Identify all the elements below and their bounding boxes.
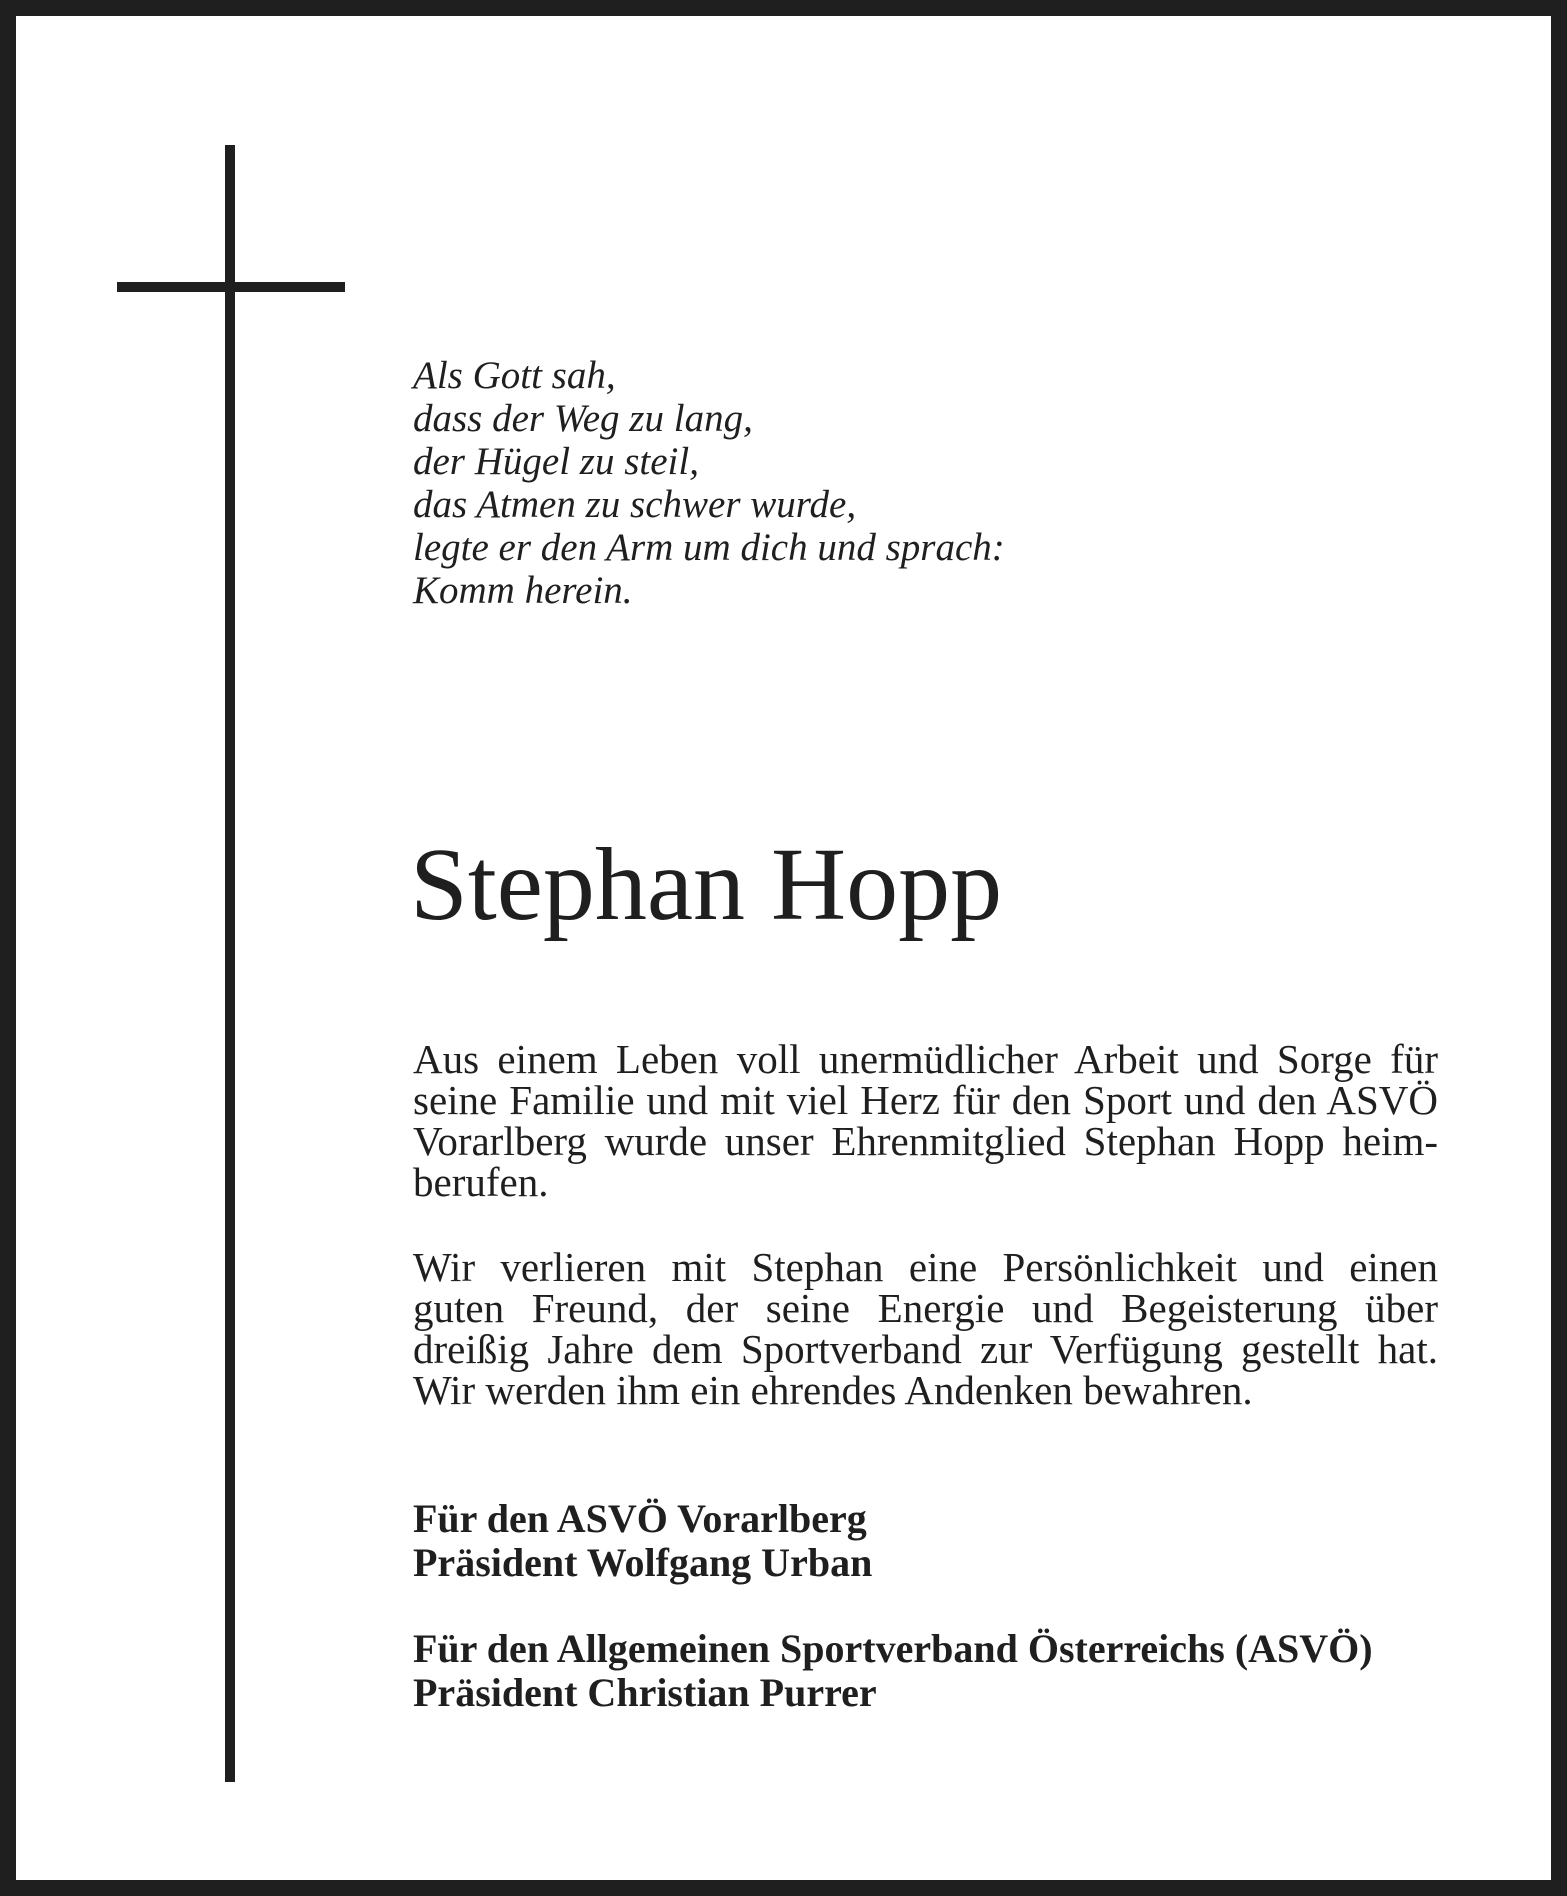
paragraph-line: berufen. xyxy=(413,1159,549,1205)
signature-person: Präsident Wolfgang Urban xyxy=(413,1540,873,1585)
paragraph-line: Aus einem Leben voll unermüdlicher Arbeit und Sorge für xyxy=(413,1036,1438,1082)
poem xyxy=(413,354,1313,612)
cross-icon-crossbar xyxy=(117,282,345,292)
poem-line: der Hügel zu steil, xyxy=(413,440,699,483)
signature-block xyxy=(413,1627,1373,1715)
paragraph-line: Wir werden ihm ein ehrendes Andenken bewahren. xyxy=(413,1367,1253,1413)
poem-line: Als Gott sah, xyxy=(413,354,616,397)
signature-person: Präsident Christian Purrer xyxy=(413,1670,877,1715)
poem-line: Komm herein. xyxy=(413,569,633,612)
poem-line: legte er den Arm um dich und sprach: xyxy=(413,526,1005,569)
signature-organization: Für den Allgemeinen Sportverband Österreichs (ASVÖ) xyxy=(413,1626,1373,1671)
paragraph-line: seine Familie und mit viel Herz für den Sport und den ASVÖ xyxy=(413,1077,1438,1123)
obituary-paragraph xyxy=(413,1244,1438,1413)
cross-icon xyxy=(225,145,235,1782)
deceased-name: Stephan Hopp xyxy=(410,827,1003,942)
poem-line: das Atmen zu schwer wurde, xyxy=(413,483,857,526)
poem-line: dass der Weg zu lang, xyxy=(413,397,753,440)
paragraph-line: Wir verlieren mit Stephan eine Persönlichkeit und einen xyxy=(413,1244,1438,1290)
obituary-paragraph xyxy=(413,1036,1438,1205)
paragraph-line: guten Freund, der seine Energie und Begeisterung über xyxy=(413,1285,1438,1331)
paragraph-line: dreißig Jahre dem Sportverband zur Verfügung gestellt hat. xyxy=(413,1326,1438,1372)
paragraph-line: Vorarlberg wurde unser Ehrenmitglied Stephan Hopp heim- xyxy=(413,1118,1438,1164)
signature-block xyxy=(413,1497,872,1585)
signature-organization: Für den ASVÖ Vorarlberg xyxy=(413,1496,867,1541)
